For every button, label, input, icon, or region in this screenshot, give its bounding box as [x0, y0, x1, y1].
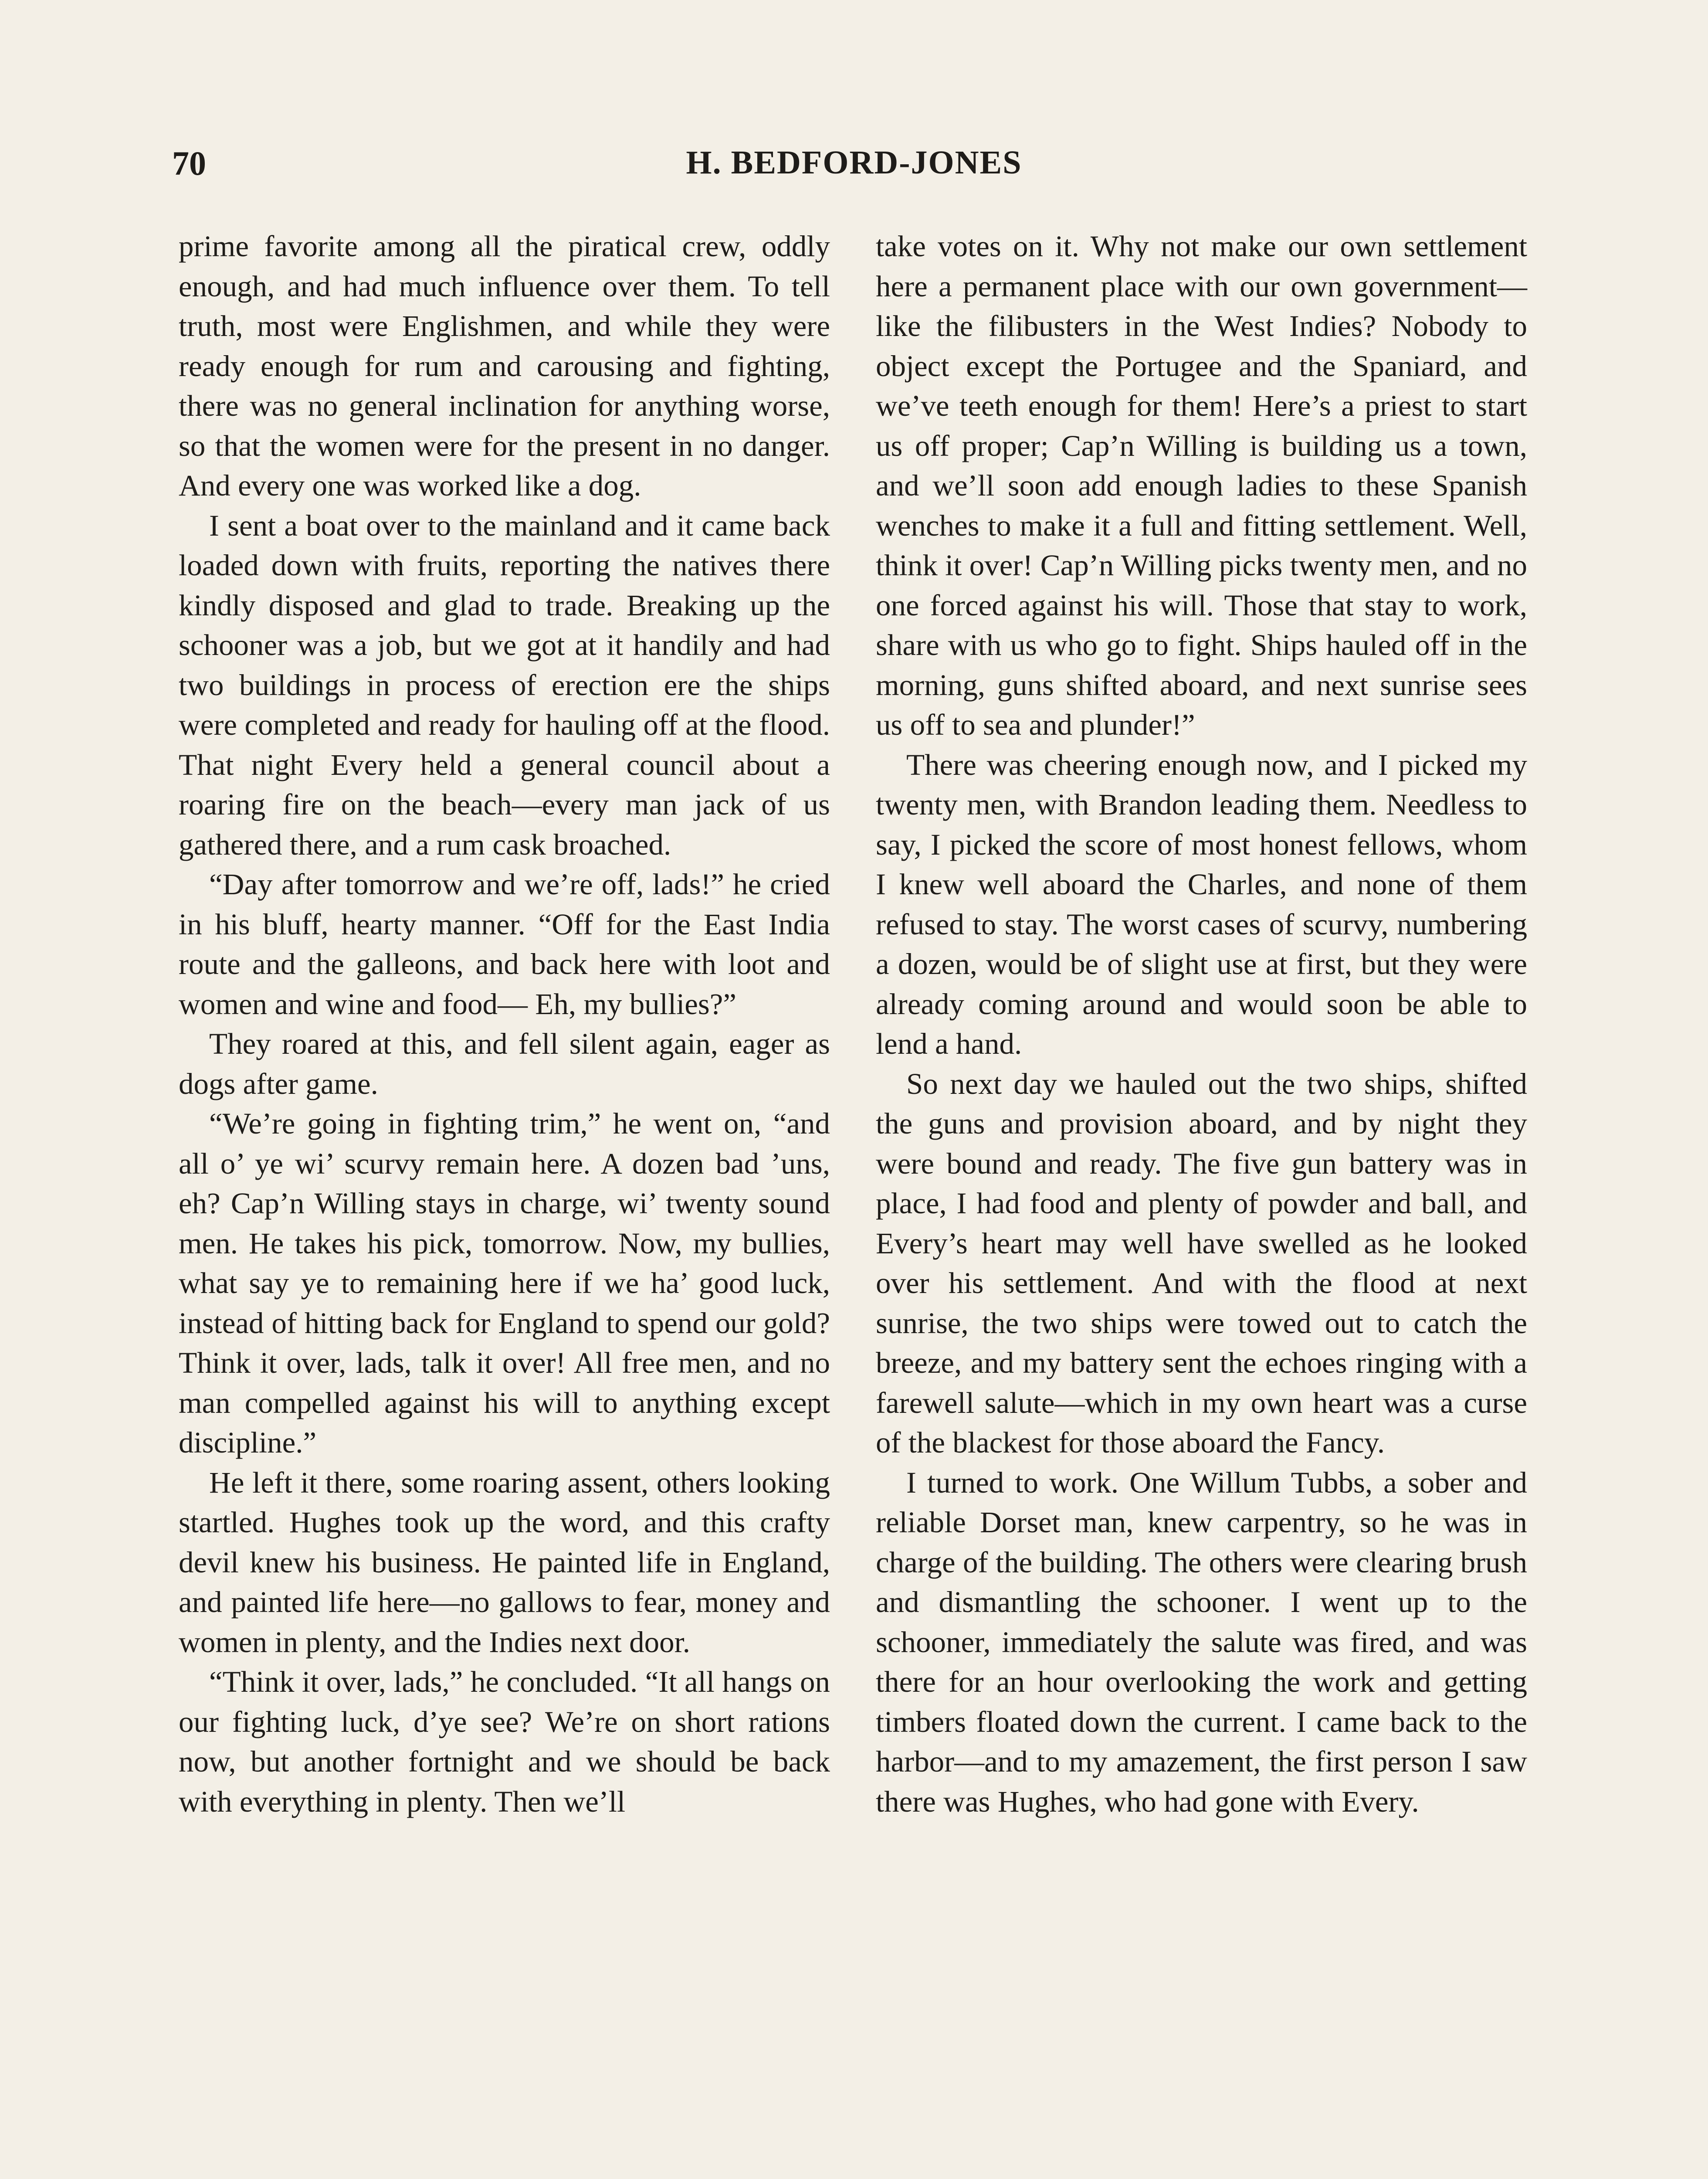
paragraph: So next day we hauled out the two ships, shifted the guns and provision aboard, and by night they were bound and ready. The five gun battery was in place, I had food and plenty of powder and ball, and Every’s heart may well have swelled as he looked over his settlement. And with the flood at next sunrise, the two ships were towed out to catch the breeze, and my battery sent the echoes ringing with a farewell salute—which in my own heart was a curse of the blackest for those aboard the Fancy. [876, 1067, 1527, 1459]
paragraph: He left it there, some roaring assent, others looking startled. Hughes took up the word, and this crafty devil knew his business. He painted life in England, and painted life here—no gallows to fear, money and women in plenty, and the Indies next door. [179, 1466, 830, 1659]
paragraph: “Think it over, lads,” he concluded. “It all hangs on our fighting luck, d’ye see? We’re on short rations now, but another fortnight and we should be back with everything in plenty. Then we’ll [179, 1665, 830, 1818]
paragraph: I turned to work. One Willum Tubbs, a sober and reliable Dorset man, knew carpentry, so he was in charge of the building. The others were clearing brush and dismantling the schooner. I went up to the schooner, immediately the salute was fired, and was there for an hour overlooking the work and getting timbers floated down the current. I came back to the harbor—and to my amazement, the first person I saw there was Hughes, who had gone with Every. [876, 1466, 1527, 1818]
paragraph: prime favorite among all the piratical crew, oddly enough, and had much influence over them. To tell truth, most were Englishmen, and while they were ready enough for rum and carousing and fighting, there was no general inclination for anything worse, so that the women were for the present in no danger. And every one was worked like a dog. [179, 230, 830, 502]
right-text-column [876, 227, 1527, 1822]
paragraph: I sent a boat over to the mainland and it came back loaded down with fruits, reporting the natives there kindly disposed and glad to trade. Breaking up the schooner was a job, but we got at it handily and had two buildings in process of erection ere the ships were completed and ready for hauling off at the flood. That night Every held a general council about a roaring fire on the beach—every man jack of us gathered there, and a rum cask broached. [179, 509, 830, 861]
left-text-column [179, 227, 830, 1822]
page-number: 70 [172, 144, 206, 182]
paragraph: take votes on it. Why not make our own settlement here a permanent place with our own government—like the filibusters in the West Indies? Nobody to object except the Portugee and the Spaniard, and we’ve teeth enough for them! Here’s a priest to start us off proper; Cap’n Willing is building us a town, and we’ll soon add enough ladies to these Spanish wenches to make it a full and fitting settlement. Well, think it over! Cap’n Willing picks twenty men, and no one forced against his will. Those that stay to work, share with us who go to fight. Ships hauled off in the morning, guns shifted aboard, and next sunrise sees us off to sea and plunder!” [876, 230, 1527, 741]
running-title: H. BEDFORD-JONES [686, 144, 1022, 181]
paragraph: They roared at this, and fell silent again, eager as dogs after game. [179, 1027, 830, 1100]
paragraph: “We’re going in fighting trim,” he went on, “and all o’ ye wi’ scurvy remain here. A dozen bad ’uns, eh? Cap’n Willing stays in charge, wi’ twenty sound men. He takes his pick, tomorrow. Now, my bullies, what say ye to remaining here if we ha’ good luck, instead of hitting back for England to spend our gold? Think it over, lads, talk it over! All free men, and no man compelled against his will to anything except discipline.” [179, 1107, 830, 1459]
page-header [172, 144, 1536, 192]
paragraph: “Day after tomorrow and we’re off, lads!” he cried in his bluff, hearty manner. “Off for the East India route and the galleons, and back here with loot and women and wine and food— Eh, my bullies?” [179, 868, 830, 1021]
paragraph: There was cheering enough now, and I picked my twenty men, with Brandon leading them. Needless to say, I picked the score of most honest fellows, whom I knew well aboard the Charles, and none of them refused to stay. The worst cases of scurvy, numbering a dozen, would be of slight use at first, but they were already coming around and would soon be able to lend a hand. [876, 748, 1527, 1060]
